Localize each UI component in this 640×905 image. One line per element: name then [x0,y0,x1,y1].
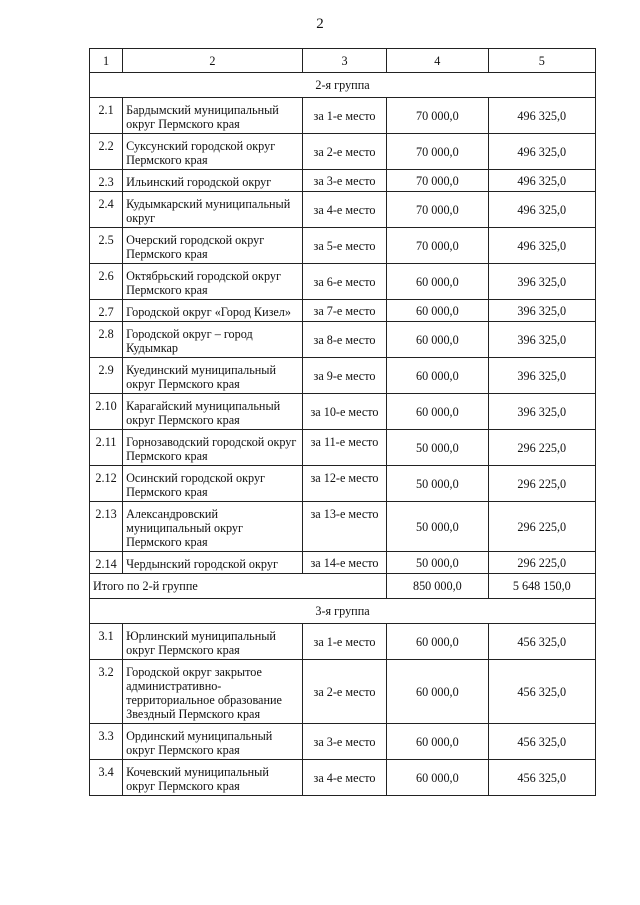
grant-amount: 60 000,0 [387,264,488,300]
row-number: 3.3 [90,724,123,760]
municipality-name: Октябрьский городской округ Пермского края [123,264,303,300]
column-header: 4 [387,49,488,73]
municipality-name: Горнозаводский городской округ Пермского края [123,430,303,466]
row-number: 2.9 [90,358,123,394]
municipality-name: Юрлинский муниципальный округ Пермского края [123,624,303,660]
place-label: за 10-е место [302,394,386,430]
municipality-name: Ильинский городской округ [123,170,303,192]
place-label: за 1-е место [302,624,386,660]
table-row [90,192,596,228]
total-amount: 296 225,0 [488,430,595,466]
municipality-name: Суксунский городской округ Пермского края [123,134,303,170]
total-amount: 396 325,0 [488,300,595,322]
grant-amount: 50 000,0 [387,552,488,574]
column-header-row [90,49,596,73]
table-row [90,300,596,322]
table-row [90,394,596,430]
table-row [90,624,596,660]
place-label: за 14-е место [302,552,386,574]
group-total-row [90,574,596,599]
grant-amount: 60 000,0 [387,624,488,660]
group-total-amount: 850 000,0 [387,574,488,599]
municipality-name: Александровский муниципальный округ Пермского края [123,502,303,552]
row-number: 2.3 [90,170,123,192]
municipality-name: Очерский городской округ Пермского края [123,228,303,264]
row-number: 2.8 [90,322,123,358]
column-header: 3 [302,49,386,73]
table-row [90,660,596,724]
table-row [90,228,596,264]
place-label: за 2-е место [302,660,386,724]
total-amount: 296 225,0 [488,502,595,552]
place-label: за 6-е место [302,264,386,300]
total-amount: 456 325,0 [488,624,595,660]
grant-amount: 60 000,0 [387,300,488,322]
row-number: 2.6 [90,264,123,300]
row-number: 2.4 [90,192,123,228]
group-title: 3-я группа [90,599,596,624]
grant-amount: 70 000,0 [387,98,488,134]
place-label: за 4-е место [302,760,386,796]
total-amount: 496 325,0 [488,170,595,192]
place-label: за 8-е место [302,322,386,358]
table-row [90,264,596,300]
total-amount: 396 325,0 [488,394,595,430]
table-row [90,430,596,466]
table-row [90,466,596,502]
row-number: 2.5 [90,228,123,264]
grant-amount: 50 000,0 [387,502,488,552]
group-total-sum: 5 648 150,0 [488,574,595,599]
group-total-label: Итого по 2-й группе [90,574,387,599]
municipality-name: Куединский муниципальный округ Пермского края [123,358,303,394]
municipality-name: Ординский муниципальный округ Пермского края [123,724,303,760]
total-amount: 296 225,0 [488,552,595,574]
total-amount: 496 325,0 [488,228,595,264]
place-label: за 13-е место [302,502,386,552]
municipality-name: Чердынский городской округ [123,552,303,574]
table-row [90,760,596,796]
municipality-name: Осинский городской округ Пермского края [123,466,303,502]
municipality-name: Кудымкарский муниципальный округ [123,192,303,228]
total-amount: 396 325,0 [488,358,595,394]
grant-amount: 70 000,0 [387,228,488,264]
place-label: за 7-е место [302,300,386,322]
table-row [90,134,596,170]
grant-amount: 60 000,0 [387,660,488,724]
group-header-row [90,599,596,624]
column-header: 2 [123,49,303,73]
table-row [90,322,596,358]
group-title: 2-я группа [90,73,596,98]
row-number: 2.2 [90,134,123,170]
place-label: за 12-е место [302,466,386,502]
place-label: за 9-е место [302,358,386,394]
place-label: за 11-е место [302,430,386,466]
row-number: 3.1 [90,624,123,660]
row-number: 3.2 [90,660,123,724]
total-amount: 496 325,0 [488,192,595,228]
row-number: 2.12 [90,466,123,502]
table-row [90,98,596,134]
row-number: 2.11 [90,430,123,466]
grant-amount: 70 000,0 [387,192,488,228]
table-row [90,552,596,574]
grant-amount: 60 000,0 [387,322,488,358]
total-amount: 296 225,0 [488,466,595,502]
municipality-name: Кочевский муниципальный округ Пермского края [123,760,303,796]
grant-amount: 60 000,0 [387,724,488,760]
row-number: 2.10 [90,394,123,430]
grant-amount: 50 000,0 [387,430,488,466]
table-body [90,49,596,796]
municipality-name: Городской округ закрытое административно-территориальное образование Звездный Пермского края [123,660,303,724]
total-amount: 396 325,0 [488,264,595,300]
table-row [90,724,596,760]
grant-amount: 60 000,0 [387,358,488,394]
table-row [90,170,596,192]
grant-amount: 60 000,0 [387,394,488,430]
grant-amount: 50 000,0 [387,466,488,502]
row-number: 2.7 [90,300,123,322]
table-row [90,358,596,394]
group-header-row [90,73,596,98]
total-amount: 496 325,0 [488,134,595,170]
place-label: за 1-е место [302,98,386,134]
column-header: 5 [488,49,595,73]
column-header: 1 [90,49,123,73]
page-number: 2 [316,16,324,32]
municipality-name: Городской округ «Город Кизел» [123,300,303,322]
total-amount: 456 325,0 [488,724,595,760]
municipality-name: Карагайский муниципальный округ Пермского края [123,394,303,430]
row-number: 2.13 [90,502,123,552]
place-label: за 3-е место [302,170,386,192]
total-amount: 456 325,0 [488,760,595,796]
place-label: за 4-е место [302,192,386,228]
total-amount: 456 325,0 [488,660,595,724]
municipality-name: Городской округ – город Кудымкар [123,322,303,358]
allocation-table [89,48,596,796]
municipality-name: Бардымский муниципальный округ Пермского края [123,98,303,134]
row-number: 3.4 [90,760,123,796]
place-label: за 3-е место [302,724,386,760]
total-amount: 496 325,0 [488,98,595,134]
row-number: 2.14 [90,552,123,574]
grant-amount: 60 000,0 [387,760,488,796]
grant-amount: 70 000,0 [387,170,488,192]
total-amount: 396 325,0 [488,322,595,358]
place-label: за 2-е место [302,134,386,170]
table-row [90,502,596,552]
place-label: за 5-е место [302,228,386,264]
row-number: 2.1 [90,98,123,134]
grant-amount: 70 000,0 [387,134,488,170]
